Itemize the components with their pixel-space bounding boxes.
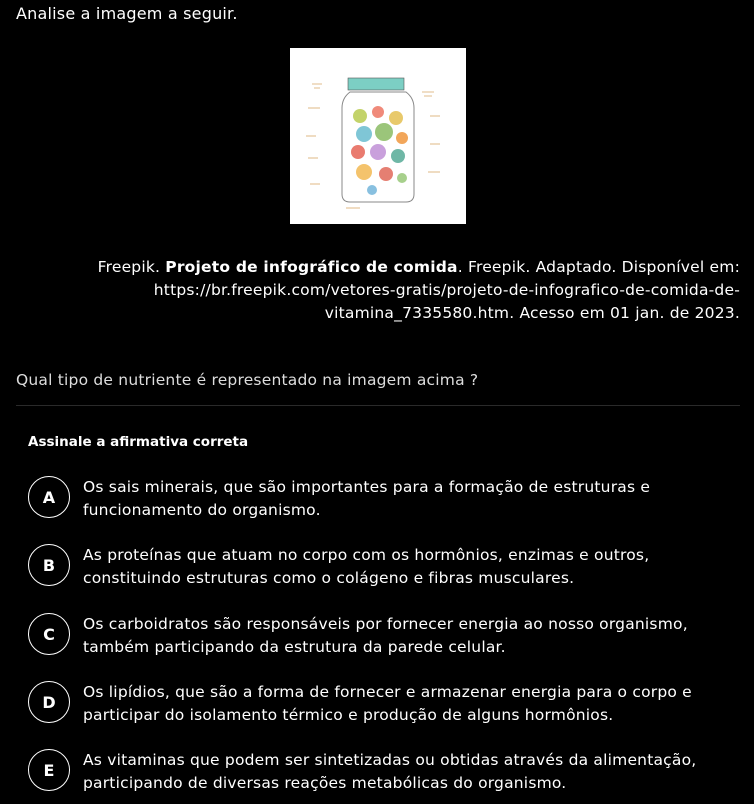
question-text: Qual tipo de nutriente é representado na imagem acima ? <box>16 371 479 389</box>
divider <box>16 405 740 406</box>
option-letter-badge[interactable]: B <box>28 544 70 586</box>
vitamin-jar-illustration-icon <box>290 48 466 224</box>
citation-suffix: . Freepik. Adaptado. Disponível em: https://br.freepik.com/vetores-gratis/projeto-de-infografico-de-comida-de-vitamina_7335580.htm. Acesso em 01 jan. de 2023. <box>153 258 740 322</box>
option-text[interactable]: Os lipídios, que são a forma de fornecer e armazenar energia para o corpo e participar do isolamento térmico e produção de alguns hormônios. <box>83 683 692 724</box>
option-letter-badge[interactable]: D <box>28 681 70 723</box>
image-citation <box>40 256 740 325</box>
citation-prefix: Freepik. <box>97 258 166 276</box>
intro-text: Analise a imagem a seguir. <box>16 4 238 23</box>
citation-title: Projeto de infográfico de comida <box>165 258 458 276</box>
option-text[interactable]: Os sais minerais, que são importantes para a formação de estruturas e funcionamento do organismo. <box>83 478 651 519</box>
option-text[interactable]: As vitaminas que podem ser sintetizadas ou obtidas através da alimentação, participando de diversas reações metabólicas do organismo. <box>83 751 697 792</box>
option-text[interactable]: Os carboidratos são responsáveis por fornecer energia ao nosso organismo, também participando da estrutura da parede celular. <box>83 615 688 656</box>
instruction-text: Assinale a afirmativa correta <box>28 434 249 450</box>
option-text[interactable]: As proteínas que atuam no corpo com os hormônios, enzimas e outros, constituindo estruturas como o colágeno e fibras musculares. <box>83 546 650 587</box>
option-letter-badge[interactable]: C <box>28 613 70 655</box>
option-letter-badge[interactable]: A <box>28 476 70 518</box>
option-letter-badge[interactable]: E <box>28 749 70 791</box>
